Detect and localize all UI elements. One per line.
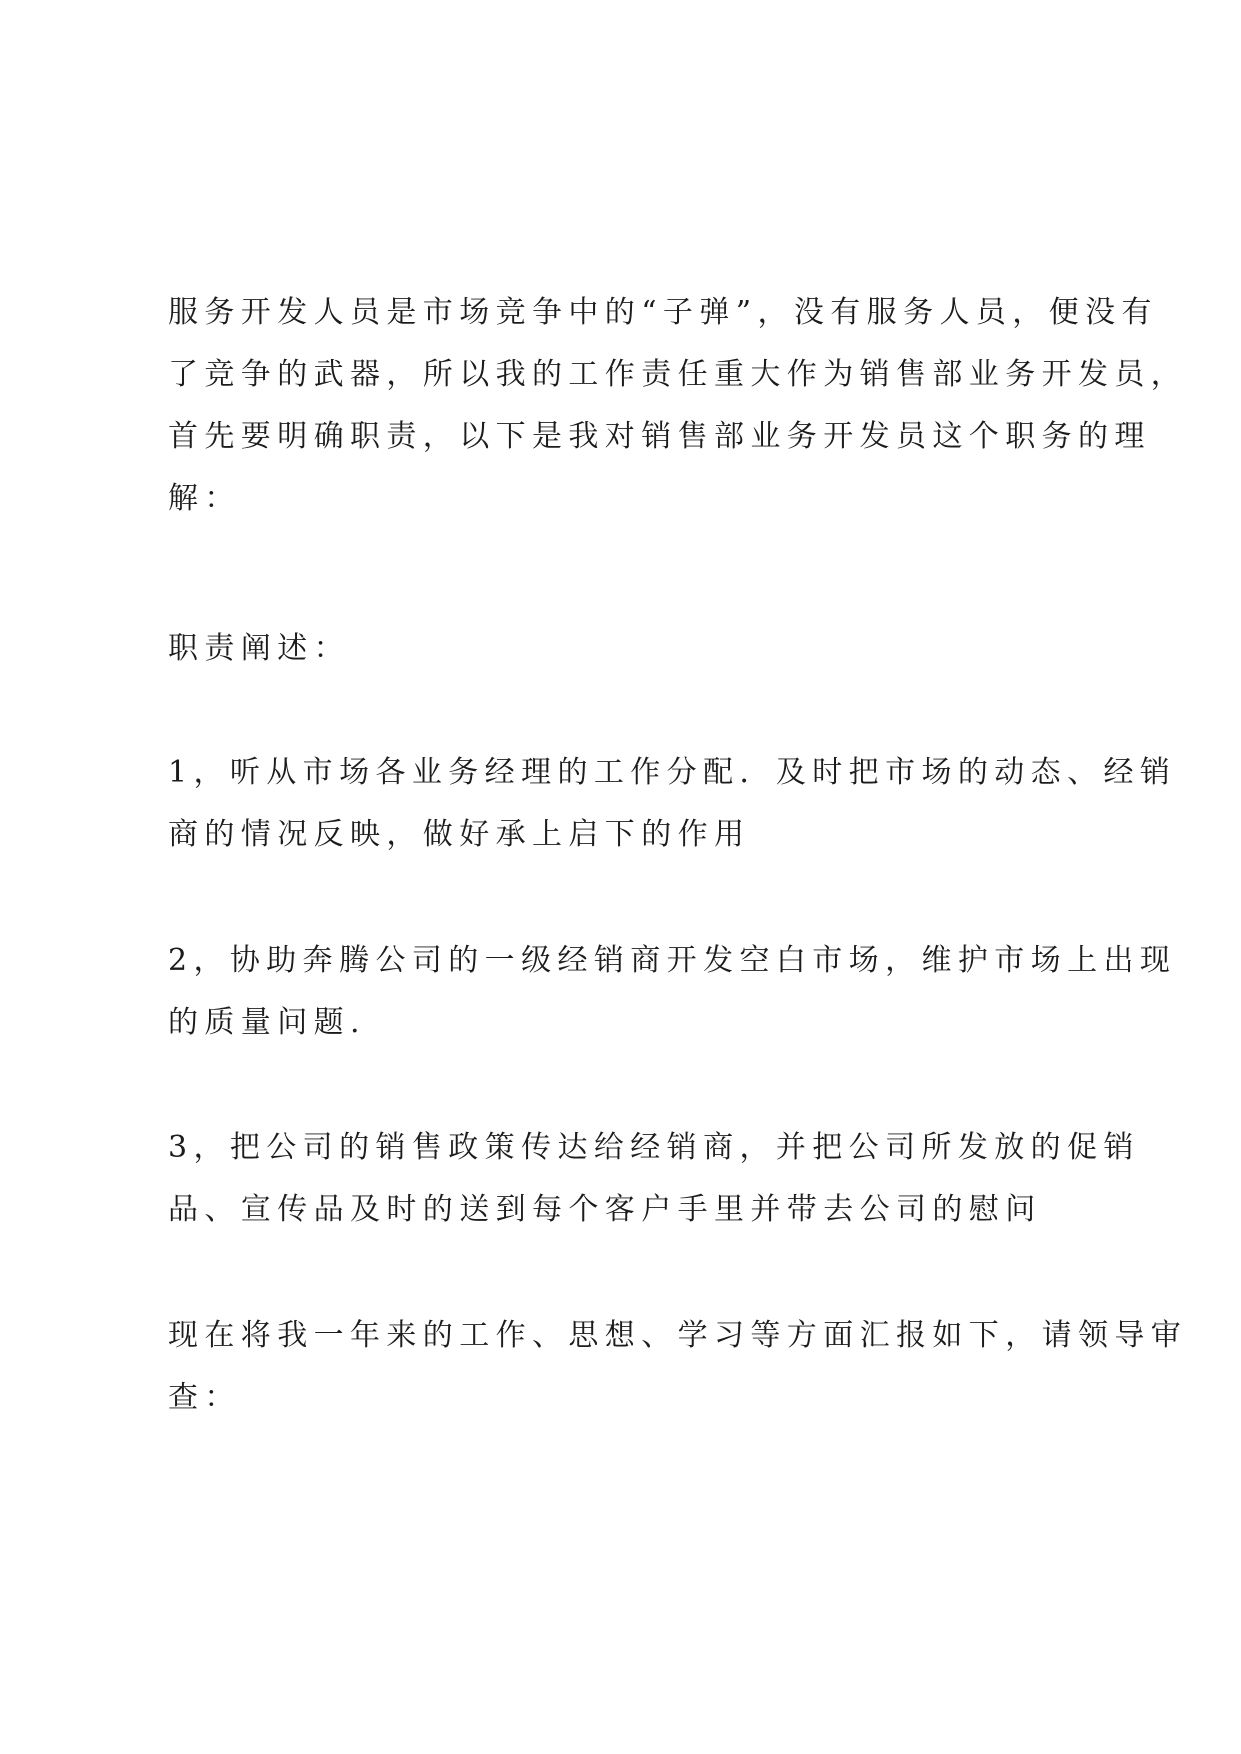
duty-item-2 xyxy=(168,930,1177,1054)
intro-line: 首先要明确职责，以下是我对销售部业务开发员这个职务的理 xyxy=(168,419,1151,454)
duty-item-line: 1，听从市场各业务经理的工作分配．及时把市场的动态、经销 xyxy=(168,755,1177,790)
duty-item-line: 品、宣传品及时的送到每个客户手里并带去公司的慰问 xyxy=(168,1192,1042,1227)
duty-item-1 xyxy=(168,742,1177,866)
intro-line: 服务开发人员是市场竞争中的“子弹”，没有服务人员，便没有 xyxy=(168,295,1158,330)
duty-item-line: 商的情况反映，做好承上启下的作用 xyxy=(168,817,751,852)
closing-paragraph xyxy=(168,1305,1188,1429)
duty-item-3 xyxy=(168,1117,1140,1241)
intro-paragraph xyxy=(168,282,1188,530)
duty-item-line: 2，协助奔腾公司的一级经销商开发空白市场，维护市场上出现 xyxy=(168,943,1177,978)
duties-heading xyxy=(168,618,1098,680)
duties-heading-text: 职责阐述： xyxy=(168,631,350,666)
intro-line: 了竞争的武器，所以我的工作责任重大作为销售部业务开发员， xyxy=(168,357,1188,392)
intro-line: 解： xyxy=(168,481,241,516)
closing-line: 查： xyxy=(168,1380,241,1415)
duty-item-line: 3，把公司的销售政策传达给经销商，并把公司所发放的促销 xyxy=(168,1130,1140,1165)
duty-item-line: 的质量问题. xyxy=(168,1005,366,1040)
closing-line: 现在将我一年来的工作、思想、学习等方面汇报如下，请领导审 xyxy=(168,1318,1188,1353)
